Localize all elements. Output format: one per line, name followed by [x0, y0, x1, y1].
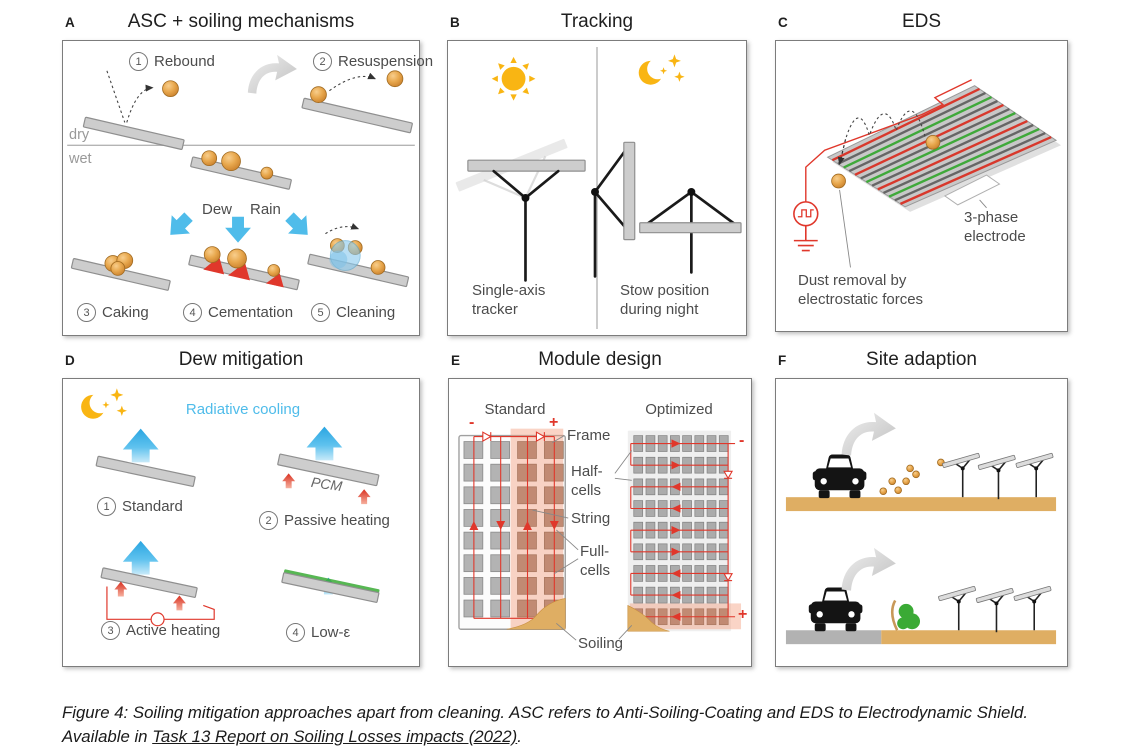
panel-f-box	[775, 378, 1068, 667]
radiative-cooling-label: Radiative cooling	[185, 401, 301, 418]
rain-arrow-icon	[280, 207, 317, 244]
step-standard: 1 Standard	[97, 497, 183, 516]
step-cementation: 4 Cementation	[183, 303, 293, 322]
step-active-heating: 3 Active heating	[101, 621, 220, 640]
wet-label: wet	[69, 151, 92, 167]
caking-diagram	[71, 253, 170, 291]
radiative-arrow-icon	[123, 429, 159, 463]
panel-f-title: Site adaption	[866, 349, 977, 370]
plus-terminal: +	[738, 606, 748, 623]
dust-removal-label: Dust removal by electrostatic forces	[798, 272, 924, 308]
shaded-strings-overlay	[511, 429, 564, 630]
panel-d-letter: D	[65, 353, 75, 368]
wind-arrow-icon	[842, 548, 896, 591]
dusty-site-scene	[786, 413, 1056, 511]
optimized-module	[628, 431, 741, 632]
caption-suffix: .	[517, 727, 522, 747]
tracker-icon	[938, 586, 976, 630]
panel-a-box	[62, 40, 434, 336]
single-axis-tracker-diagram	[455, 139, 585, 281]
frame-label: Frame	[567, 427, 611, 444]
dust-particle	[311, 87, 327, 103]
tracker-icon	[978, 455, 1016, 499]
dust-particle	[387, 71, 403, 87]
panel-e-header	[448, 348, 752, 374]
tracker-icon	[1016, 453, 1054, 497]
stow-label: Stow position during night	[620, 282, 710, 318]
tracker-icon	[942, 453, 980, 497]
plus-terminal: +	[549, 414, 559, 431]
full-cells-label: Full-cells	[580, 543, 611, 579]
cementation-diagram	[189, 247, 300, 290]
caption-link[interactable]: Task 13 Report on Soiling Losses impacts (2022)	[152, 727, 518, 747]
step-low-e: 4 Low-ε	[286, 623, 350, 642]
tracker-icon	[976, 588, 1014, 632]
panel-c-title: EDS	[901, 11, 942, 32]
dew-label: Dew	[202, 201, 233, 218]
soiling-label: Soiling	[578, 635, 624, 652]
vegetation-barrier	[892, 600, 920, 630]
panel-b-letter: B	[450, 15, 460, 30]
tracker-label: Single-axis tracker	[472, 282, 546, 318]
step-passive-heating: 2 Passive heating	[259, 511, 390, 530]
panel-a-title: ASC + soiling mechanisms	[127, 11, 355, 32]
cleaning-diagram	[308, 227, 409, 287]
step-resuspension: 2 Resuspension	[313, 52, 433, 71]
panel-b-box	[447, 40, 747, 336]
minus-terminal: -	[739, 432, 745, 449]
panel-e-title: Module design	[538, 349, 662, 370]
string-label: String	[571, 510, 611, 527]
tracker-icon	[1014, 586, 1052, 630]
figure-caption	[62, 701, 1062, 748]
panel-d-box	[62, 378, 420, 667]
dry-label: dry	[69, 127, 90, 143]
wind-arrow-icon	[842, 413, 896, 456]
optimized-module-label: Optimized	[645, 401, 713, 418]
panel-f-header	[775, 348, 1068, 374]
moon-icon	[81, 388, 127, 418]
soiled-panel-diagram	[191, 151, 292, 190]
panel-b-header	[447, 10, 747, 36]
half-cells-label: Half-cells	[571, 463, 603, 499]
panel-a-header	[62, 10, 420, 36]
car-icon	[813, 454, 867, 498]
panel-c-header	[775, 10, 1068, 36]
panel-d-title: Dew mitigation	[178, 349, 304, 370]
panel-f-letter: F	[778, 353, 787, 368]
dust-particle	[926, 135, 940, 149]
rain-label: Rain	[250, 201, 281, 218]
caption-text: Figure 4: Soiling mitigation approaches apart from cleaning. ASC refers to Anti-Soiling-Coating and EDS to Electrodynamic Shield. Available in	[62, 702, 1029, 747]
pcm-label: PCM	[310, 473, 344, 495]
stow-position-diagram	[591, 142, 741, 276]
dew-arrow-icon	[161, 207, 198, 244]
step-rebound: 1 Rebound	[129, 52, 215, 71]
panel-b-title: Tracking	[560, 11, 634, 32]
radiative-arrow-icon	[307, 427, 343, 461]
panel-d-header	[62, 348, 420, 374]
standard-module	[459, 429, 565, 630]
minus-terminal: -	[469, 414, 475, 431]
step-caking: 3 Caking	[77, 303, 149, 322]
dust-particles	[880, 459, 944, 495]
dust-particle	[163, 81, 179, 97]
car-icon	[809, 588, 863, 632]
dust-particle	[832, 174, 846, 188]
step-cleaning: 5 Cleaning	[311, 303, 395, 322]
low-e-panel	[282, 569, 380, 602]
panel-a-letter: A	[65, 15, 75, 30]
resuspension-diagram	[302, 71, 413, 133]
adapted-site-scene	[786, 548, 1056, 644]
panel-f-illustration	[776, 379, 1067, 666]
rain-arrow-icon	[225, 217, 251, 243]
ground	[881, 630, 1056, 644]
paved-road	[786, 630, 881, 644]
active-heating-panel	[101, 568, 214, 626]
panel-c-letter: C	[778, 15, 788, 30]
radiative-arrow-icon	[123, 541, 159, 575]
ground	[786, 497, 1056, 511]
panel-e-box	[448, 378, 752, 667]
panel-c-box	[775, 40, 1068, 332]
standard-module-label: Standard	[484, 401, 546, 418]
ground-icon	[794, 226, 818, 251]
eds-panel	[828, 86, 1061, 212]
electrode-label: 3-phase electrode	[964, 209, 1026, 245]
transition-arrow-icon	[248, 55, 297, 94]
panel-a-illustration	[63, 41, 419, 335]
sun-icon	[492, 57, 536, 101]
moon-icon	[639, 54, 685, 84]
rebound-diagram	[83, 71, 184, 150]
panel-e-letter: E	[451, 353, 461, 368]
